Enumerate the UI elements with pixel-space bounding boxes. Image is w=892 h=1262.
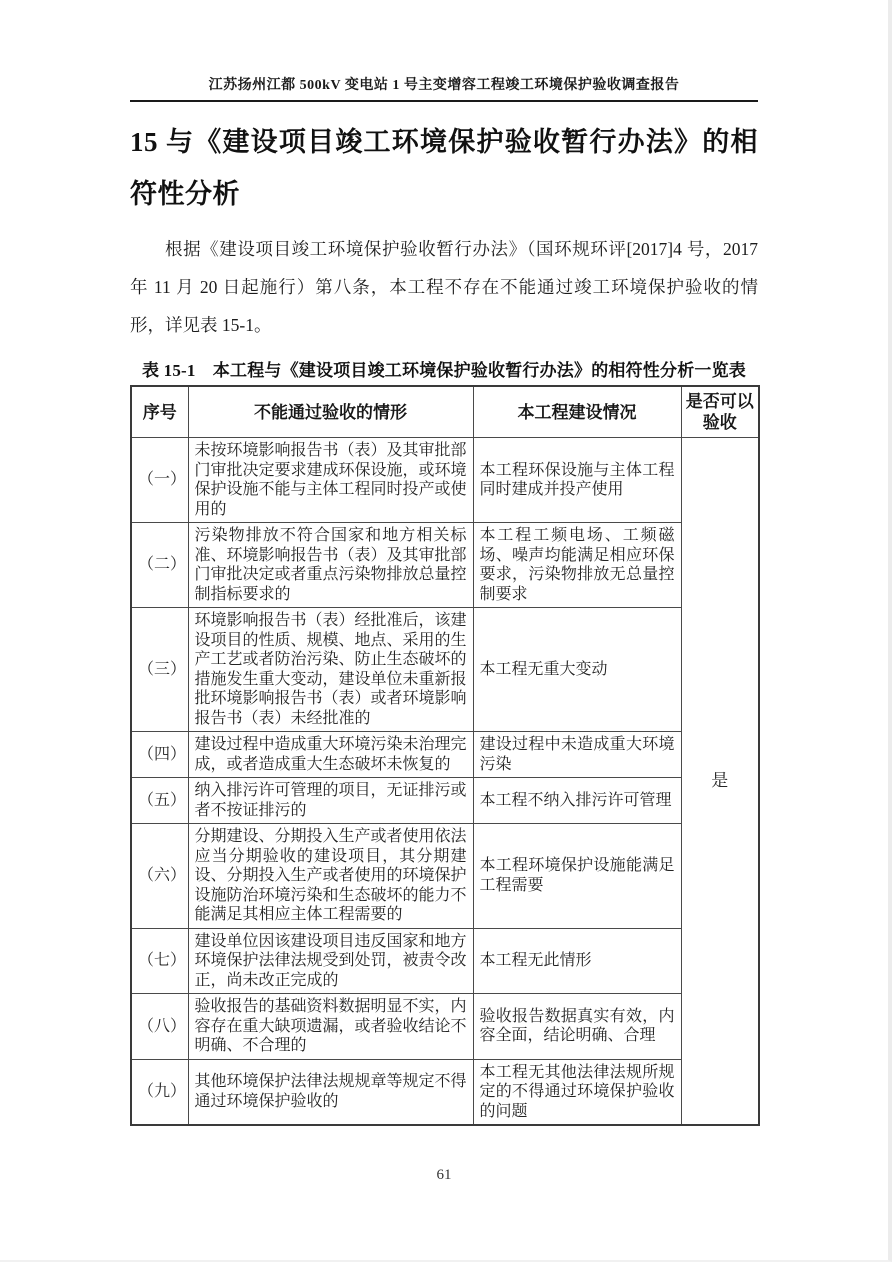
table-row	[131, 778, 759, 824]
table-header-row	[131, 386, 759, 438]
row-number-cell: （四）	[131, 732, 188, 778]
status-cell: 本工程环境保护设施能满足工程需要	[473, 824, 681, 929]
header-cell-verdict: 是否可以验收	[681, 386, 759, 438]
table-row	[131, 928, 759, 994]
situation-cell: 分期建设、分期投入生产或者使用依法应当分期验收的建设项目，其分期建设、分期投入生产或者使用的环境保护设施防治环境污染和生态破坏的能力不能满足其相应主体工程需要的	[188, 824, 473, 929]
status-cell: 建设过程中未造成重大环境污染	[473, 732, 681, 778]
status-cell: 本工程不纳入排污许可管理	[473, 778, 681, 824]
row-number-cell: （七）	[131, 928, 188, 994]
table-row	[131, 732, 759, 778]
situation-cell: 污染物排放不符合国家和地方相关标准、环境影响报告书（表）及其审批部门审批决定或者重点污染物排放总量控制指标要求的	[188, 523, 473, 608]
row-number-cell: （六）	[131, 824, 188, 929]
row-number-cell: （一）	[131, 438, 188, 523]
situation-cell: 建设单位因该建设项目违反国家和地方环境保护法律法规受到处罚，被责令改正，尚未改正完成的	[188, 928, 473, 994]
page-content	[130, 0, 758, 1126]
intro-paragraph: 根据《建设项目竣工环境保护验收暂行办法》（国环规环评[2017]4 号，2017 年 11 月 20 日起施行）第八条，本工程不存在不能通过竣工环境保护验收的情形，详见表 15-1。	[130, 239, 758, 335]
status-cell: 本工程无重大变动	[473, 608, 681, 732]
status-cell: 验收报告数据真实有效，内容全面，结论明确、合理	[473, 994, 681, 1060]
situation-cell: 未按环境影响报告书（表）及其审批部门审批决定要求建成环保设施，或环境保护设施不能与主体工程同时投产或使用的	[188, 438, 473, 523]
table-row	[131, 523, 759, 608]
situation-cell: 建设过程中造成重大环境污染未治理完成，或者造成重大生态破坏未恢复的	[188, 732, 473, 778]
header-cell-situation: 不能通过验收的情形	[188, 386, 473, 438]
row-number-cell: （三）	[131, 608, 188, 732]
situation-cell: 其他环境保护法律法规规章等规定不得通过环境保护验收的	[188, 1059, 473, 1125]
status-cell: 本工程无其他法律法规所规定的不得通过环境保护验收的问题	[473, 1059, 681, 1125]
row-number-cell: （二）	[131, 523, 188, 608]
table-caption: 表 15-1 本工程与《建设项目竣工环境保护验收暂行办法》的相符性分析一览表	[141, 361, 746, 380]
running-header: 江苏扬州江都 500kV 变电站 1 号主变增容工程竣工环境保护验收调查报告	[130, 74, 758, 102]
situation-cell: 环境影响报告书（表）经批准后，该建设项目的性质、规模、地点、采用的生产工艺或者防治污染、防止生态破坏的措施发生重大变动，建设单位未重新报批环境影响报告书（表）或者环境影响报告书（表）未经批准的	[188, 608, 473, 732]
table-row	[131, 608, 759, 732]
table-row	[131, 438, 759, 523]
header-cell-status: 本工程建设情况	[473, 386, 681, 438]
table-row	[131, 1059, 759, 1125]
table-row	[131, 994, 759, 1060]
status-cell: 本工程环保设施与主体工程同时建成并投产使用	[473, 438, 681, 523]
status-cell: 本工程无此情形	[473, 928, 681, 994]
row-number-cell: （五）	[131, 778, 188, 824]
status-cell: 本工程工频电场、工频磁场、噪声均能满足相应环保要求，污染物排放无总量控制要求	[473, 523, 681, 608]
row-number-cell: （八）	[131, 994, 188, 1060]
situation-cell: 纳入排污许可管理的项目，无证排污或者不按证排污的	[188, 778, 473, 824]
header-cell-number: 序号	[131, 386, 188, 438]
verdict-cell: 是	[681, 438, 759, 1126]
table-row	[131, 824, 759, 929]
compliance-table	[130, 385, 760, 1126]
situation-cell: 验收报告的基础资料数据明显不实，内容存在重大缺项遗漏，或者验收结论不明确、不合理的	[188, 994, 473, 1060]
page-number: 61	[436, 1167, 452, 1183]
chapter-title: 15 与《建设项目竣工环境保护验收暂行办法》的相符性分析	[130, 127, 758, 209]
row-number-cell: （九）	[131, 1059, 188, 1125]
